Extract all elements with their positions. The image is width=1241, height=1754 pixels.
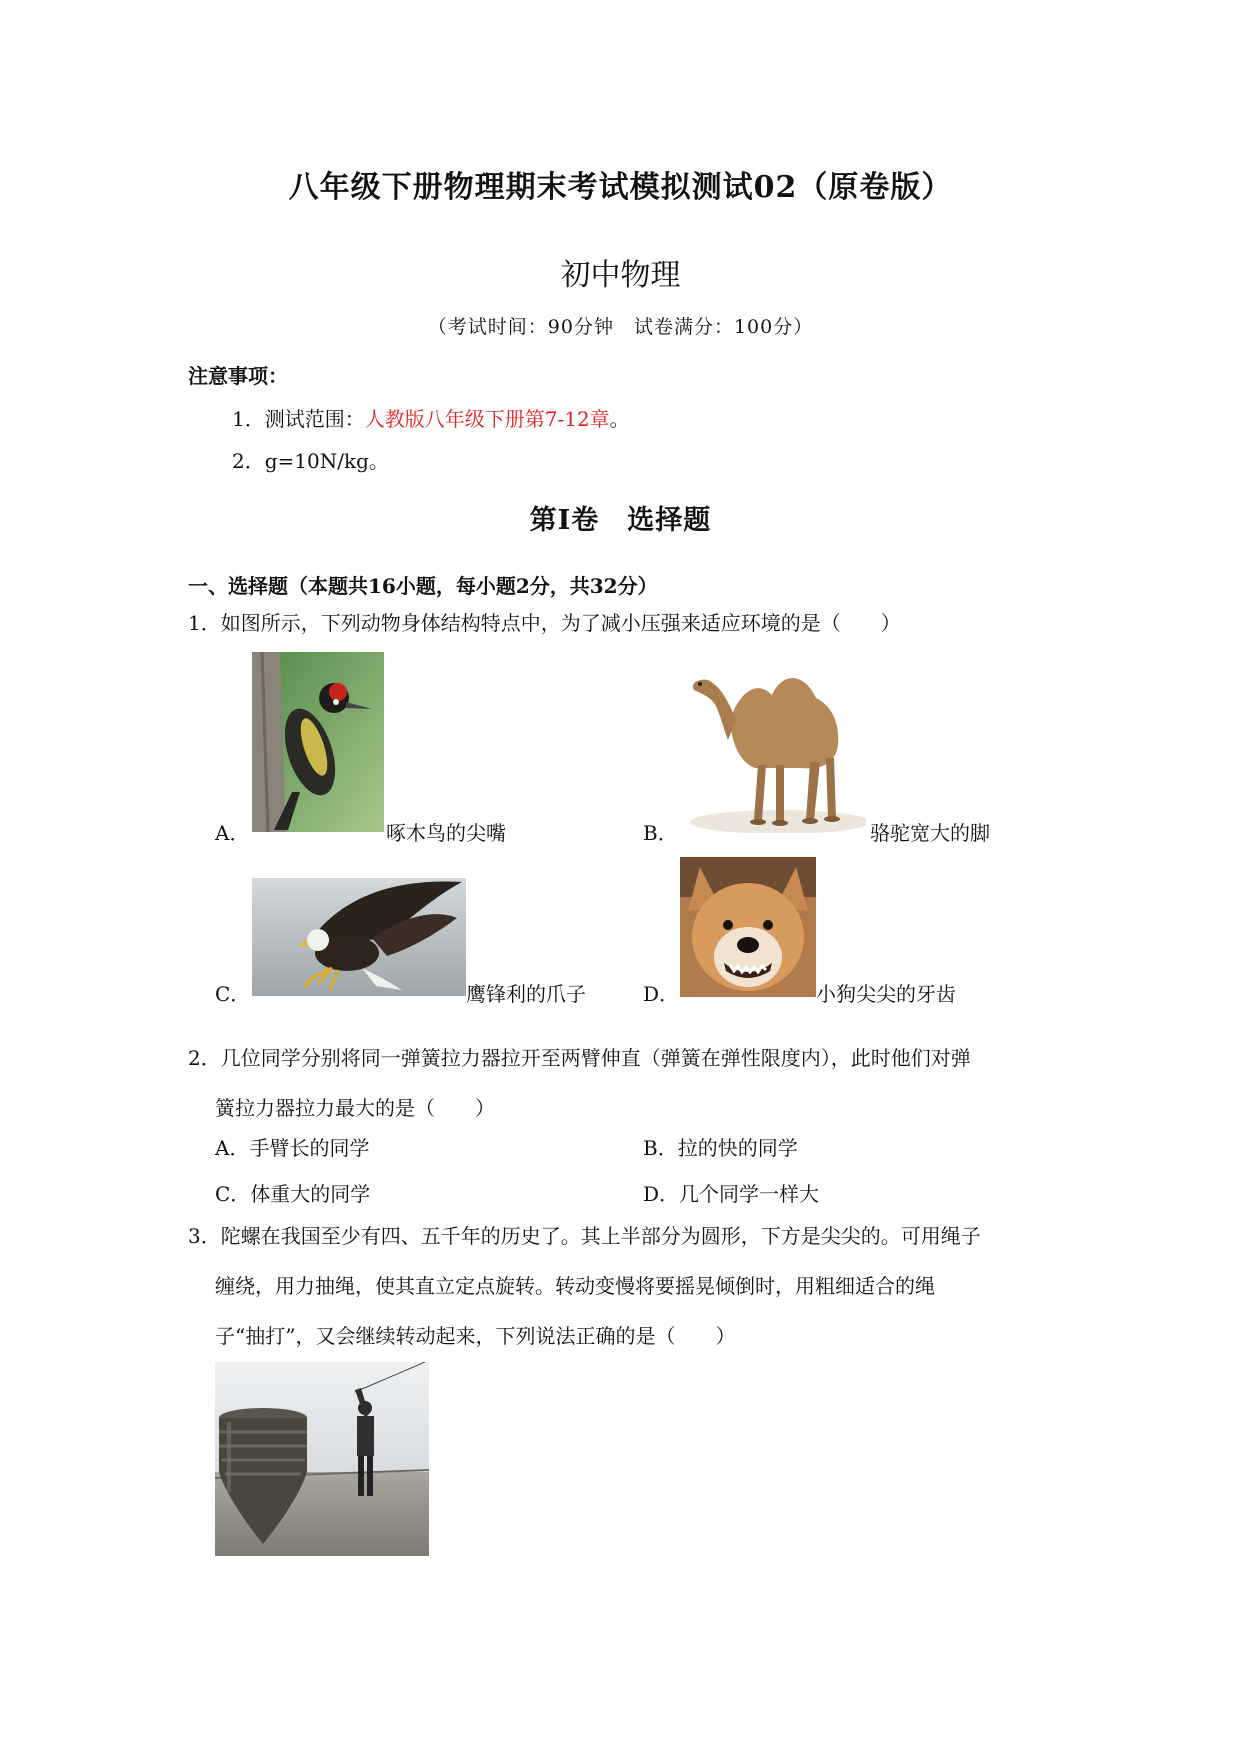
exam-info: （考试时间：90分钟 试卷满分：100分） <box>427 316 814 338</box>
option-letter-d: D． <box>643 982 680 1006</box>
section-title: 第Ⅰ卷 选择题 <box>529 505 712 536</box>
option-a <box>215 1132 369 1161</box>
question-text: 几位同学分别将同一弹簧拉力器拉开至两臂伸直（弹簧在弹性限度内），此时他们对弹 <box>220 1046 971 1070</box>
option-c <box>215 1178 370 1207</box>
question-number: 3． <box>188 1224 221 1248</box>
eagle-image <box>252 878 466 996</box>
note-number: 1． <box>232 407 265 431</box>
woodpecker-image <box>252 652 384 832</box>
question-text: 陀螺在我国至少有四、五千年的历史了。其上半部分为圆形，下方是尖尖的。可用绳子 <box>220 1224 981 1248</box>
spinning-top-image <box>215 1362 429 1556</box>
dog-image <box>680 857 816 997</box>
option-caption-a: 啄木鸟的尖嘴 <box>386 821 506 845</box>
option-text: 拉的快的同学 <box>677 1136 798 1160</box>
note-highlight: 人教版八年级下册第7-12章 <box>364 407 610 431</box>
part-heading: 一、选择题（本题共16小题，每小题2分，共32分） <box>188 574 658 598</box>
note-suffix: 。 <box>609 407 630 431</box>
option-caption-d: 小狗尖尖的牙齿 <box>816 982 956 1006</box>
subject-heading: 初中物理 <box>560 258 681 293</box>
option-letter-c: C． <box>215 982 251 1006</box>
question-3-stem <box>188 1211 981 1261</box>
camel-image <box>680 650 866 833</box>
option-letter: D． <box>643 1182 680 1206</box>
option-text: 体重大的同学 <box>250 1182 371 1206</box>
option-letter-a: A． <box>215 821 250 845</box>
question-3-stem-cont-2: 子“抽打”，又会继续转动起来，下列说法正确的是（ ） <box>215 1324 736 1348</box>
option-letter-b: B． <box>643 821 678 845</box>
note-text: g=10N/kg。 <box>264 449 389 473</box>
option-text: 几个同学一样大 <box>679 1182 820 1206</box>
note-item-2 <box>232 445 389 474</box>
question-text: 如图所示，下列动物身体结构特点中，为了减小压强来适应环境的是（ ） <box>220 611 901 635</box>
option-letter: B． <box>643 1136 678 1160</box>
note-item-1 <box>232 403 630 432</box>
option-caption-c: 鹰锋利的爪子 <box>466 982 586 1006</box>
question-2-stem <box>188 1033 971 1083</box>
option-d <box>643 1178 819 1207</box>
option-text: 手臂长的同学 <box>249 1136 370 1160</box>
question-number: 1． <box>188 611 221 635</box>
question-1-stem <box>188 598 901 648</box>
question-2-stem-cont: 簧拉力器拉力最大的是（ ） <box>215 1096 495 1120</box>
option-caption-b: 骆驼宽大的脚 <box>870 821 990 845</box>
option-letter: A． <box>215 1136 250 1160</box>
option-b <box>643 1132 798 1161</box>
note-number: 2． <box>232 449 265 473</box>
note-prefix: 测试范围： <box>264 407 365 431</box>
document-title: 八年级下册物理期末考试模拟测试02（原卷版） <box>288 170 953 205</box>
option-letter: C． <box>215 1182 251 1206</box>
question-number: 2． <box>188 1046 221 1070</box>
notes-heading: 注意事项： <box>188 364 288 388</box>
question-3-stem-cont-1: 缠绕，用力抽绳，使其直立定点旋转。转动变慢将要摇晃倾倒时，用粗细适合的绳 <box>215 1274 935 1298</box>
